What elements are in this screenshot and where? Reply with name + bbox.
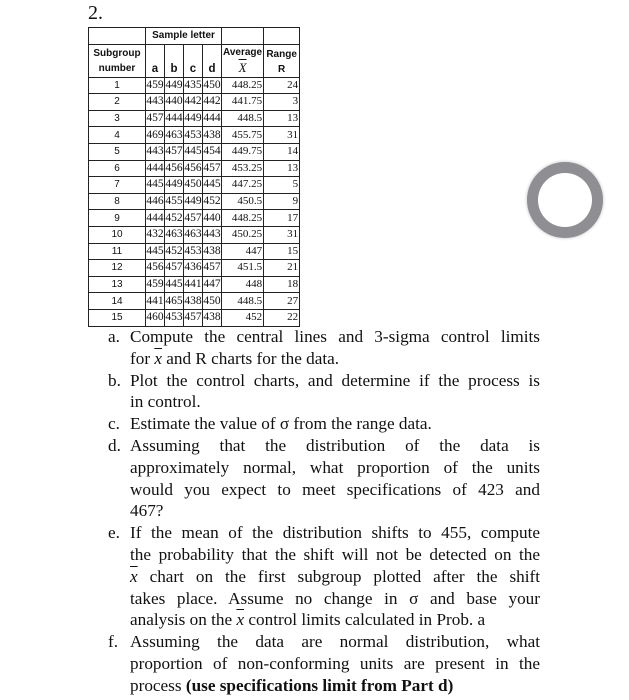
question-line: Plot the control charts, and determine if the process is [130,370,540,390]
table-row: 7 445 449 450 445 447.25 5 [89,177,300,194]
question-line: Estimate the value of σ from the range data. [130,414,432,434]
question-f: f. Assuming the data are normal distribution, what proportion of non-conforming units are present in the process (use specifications limit from Part d) [108,632,540,695]
question-line: Assuming the data are normal distribution, what [130,632,540,652]
col-header-d: d [203,44,222,77]
table-row: 2 443 440 442 442 441.75 3 [89,94,300,111]
question-line: in control. [130,392,201,412]
question-a: a. Compute the central lines and 3-sigma control limits for $\overline{x}$ and R charts for the data. [108,327,540,368]
data-table [88,27,300,327]
question-list [108,326,540,697]
question-c: c. Estimate the value of σ from the range data. [108,413,540,435]
table-row: 8 446 455 449 452 450.5 9 [89,193,300,210]
col-header-a: a [146,44,165,77]
question-line: $\overline{x}$ chart on the first subgroup plotted after the shift [130,566,540,586]
table-row: 13 459 445 441 447 448 18 [89,276,300,293]
average-header: Average $\overline{X}$ [222,44,264,77]
question-line: the probability that the shift will not be detected on the [130,544,540,564]
table-row: 4 469 463 453 438 455.75 31 [89,127,300,144]
question-line: 467? [130,501,164,521]
table-row: 5 443 457 445 454 449.75 14 [89,143,300,160]
table-row: 14 441 465 438 450 448.5 27 [89,293,300,310]
circle-button-icon[interactable] [527,162,603,238]
problem-number: 2. [88,2,103,24]
subgroup-header: Subgroup number [89,44,146,77]
question-b: b. Plot the control charts, and determine if the process is in control. [108,370,540,412]
question-line: approximately normal, what proportion of the units [130,457,540,477]
question-e: e. If the mean of the distribution shifts to 455, compute the probability that the shift will not be detected on the $\overline{x}$ chart on the first subgroup plotted after the shift takes place. Assume no change in σ and base your analysis on the $\overline{x}$ control limits calculated in Prob. a [108,523,540,630]
table-row: 3 457 444 449 444 448.5 13 [89,110,300,127]
question-line: would you expect to meet specifications of 423 and [130,479,540,499]
table-row: 9 444 452 457 440 448.25 17 [89,210,300,227]
question-line: takes place. Assume no change in σ and base your [130,588,540,608]
sample-letter-header: Sample letter [146,28,222,45]
question-line: Compute the central lines and 3-sigma control limits [130,327,540,346]
question-line: If the mean of the distribution shifts to 455, compute [130,523,540,543]
question-line: Assuming that the distribution of the data is [130,435,540,455]
table-row: 15 460 453 457 438 452 22 [89,309,300,326]
table-row: 10 432 463 463 443 450.25 31 [89,226,300,243]
question-d: d. Assuming that the distribution of the data is approximately normal, what proportion of the units would you expect to meet specifications of 423 and 467? [108,435,540,521]
table-row: 1 459 449 435 450 448.25 24 [89,77,300,94]
table-row: 12 456 457 436 457 451.5 21 [89,260,300,277]
table-row: 11 445 452 453 438 447 15 [89,243,300,260]
col-header-c: c [184,44,203,77]
range-header: Range R [264,44,300,77]
question-line: analysis on the $\overline{x}$ control limits calculated in Prob. a [130,610,486,630]
question-line: proportion of non-conforming units are present in the [130,653,540,673]
col-header-b: b [165,44,184,77]
question-line: process (use specifications limit from Part d) [130,675,454,695]
question-line: for $\overline{x}$ and R charts for the data. [130,348,340,368]
table-row: 6 444 456 456 457 453.25 13 [89,160,300,177]
